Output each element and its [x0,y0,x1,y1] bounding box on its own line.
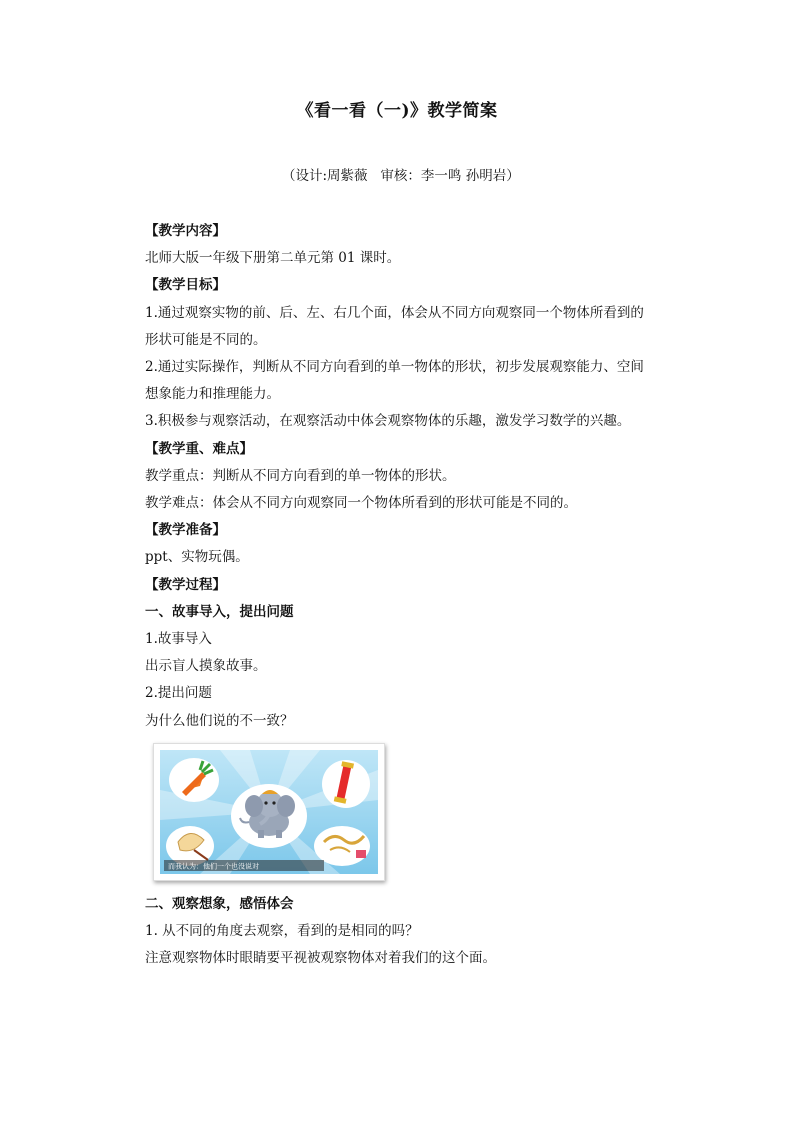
section-heading-process: 【教学过程】 [145,576,226,593]
key-point: 教学重点：判断从不同方向看到的单一物体的形状。 [145,467,456,484]
observation-1: 1. 从不同的角度去观察，看到的是相同的吗？ [145,923,419,940]
goal-1-line-2: 形状可能是不同的。 [145,331,267,348]
section-heading-preparation: 【教学准备】 [145,522,226,539]
goal-2-line-2: 想象能力和推理能力。 [145,386,280,403]
section-heading-goals: 【教学目标】 [145,277,226,294]
document-credit: （设计:周紫薇 审核：李一鸣 孙明岩） [282,168,520,184]
goal-1-line-1: 1.通过观察实物的前、后、左、右几个面，体会从不同方向观察同一个物体所看到的 [145,304,644,321]
observation-1-text: 注意观察物体时眼睛要平视被观察物体对着我们的这个面。 [145,950,496,967]
content-text: 北师大版一年级下册第二单元第 01 课时。 [145,250,401,267]
goal-3: 3.积极参与观察活动，在观察活动中体会观察物体的乐趣，激发学习数学的兴趣。 [145,413,631,430]
stick-icon [322,760,370,808]
section-heading-key-points: 【教学重、难点】 [145,440,253,457]
goal-2-line-1: 2.通过实际操作，判断从不同方向看到的单一物体的形状，初步发展观察能力、空间 [145,359,644,376]
step-1: 1.故事导入 [145,631,212,648]
part-2-heading: 二、观察想象，感悟体会 [145,895,294,912]
story-illustration [153,743,385,881]
preparation-text: ppt、实物玩偶。 [145,549,249,566]
document-body [145,218,675,972]
figure-caption: 而我认为：他们一个也没说对 [168,862,259,871]
blind-men-elephant-image [160,750,378,874]
elephant-icon [231,784,307,848]
difficult-point: 教学难点：体会从不同方向观察同一个物体所看到的形状可能是不同的。 [145,495,577,512]
step-2-text: 为什么他们说的不一致？ [145,712,294,729]
section-heading-content: 【教学内容】 [145,223,226,239]
carrot-icon [169,758,219,802]
document-title: 《看一看（一)》教学简案 [296,101,498,121]
part-1-heading: 一、故事导入，提出问题 [145,603,294,620]
step-1-text: 出示盲人摸象故事。 [145,658,267,675]
step-2: 2.提出问题 [145,685,212,702]
